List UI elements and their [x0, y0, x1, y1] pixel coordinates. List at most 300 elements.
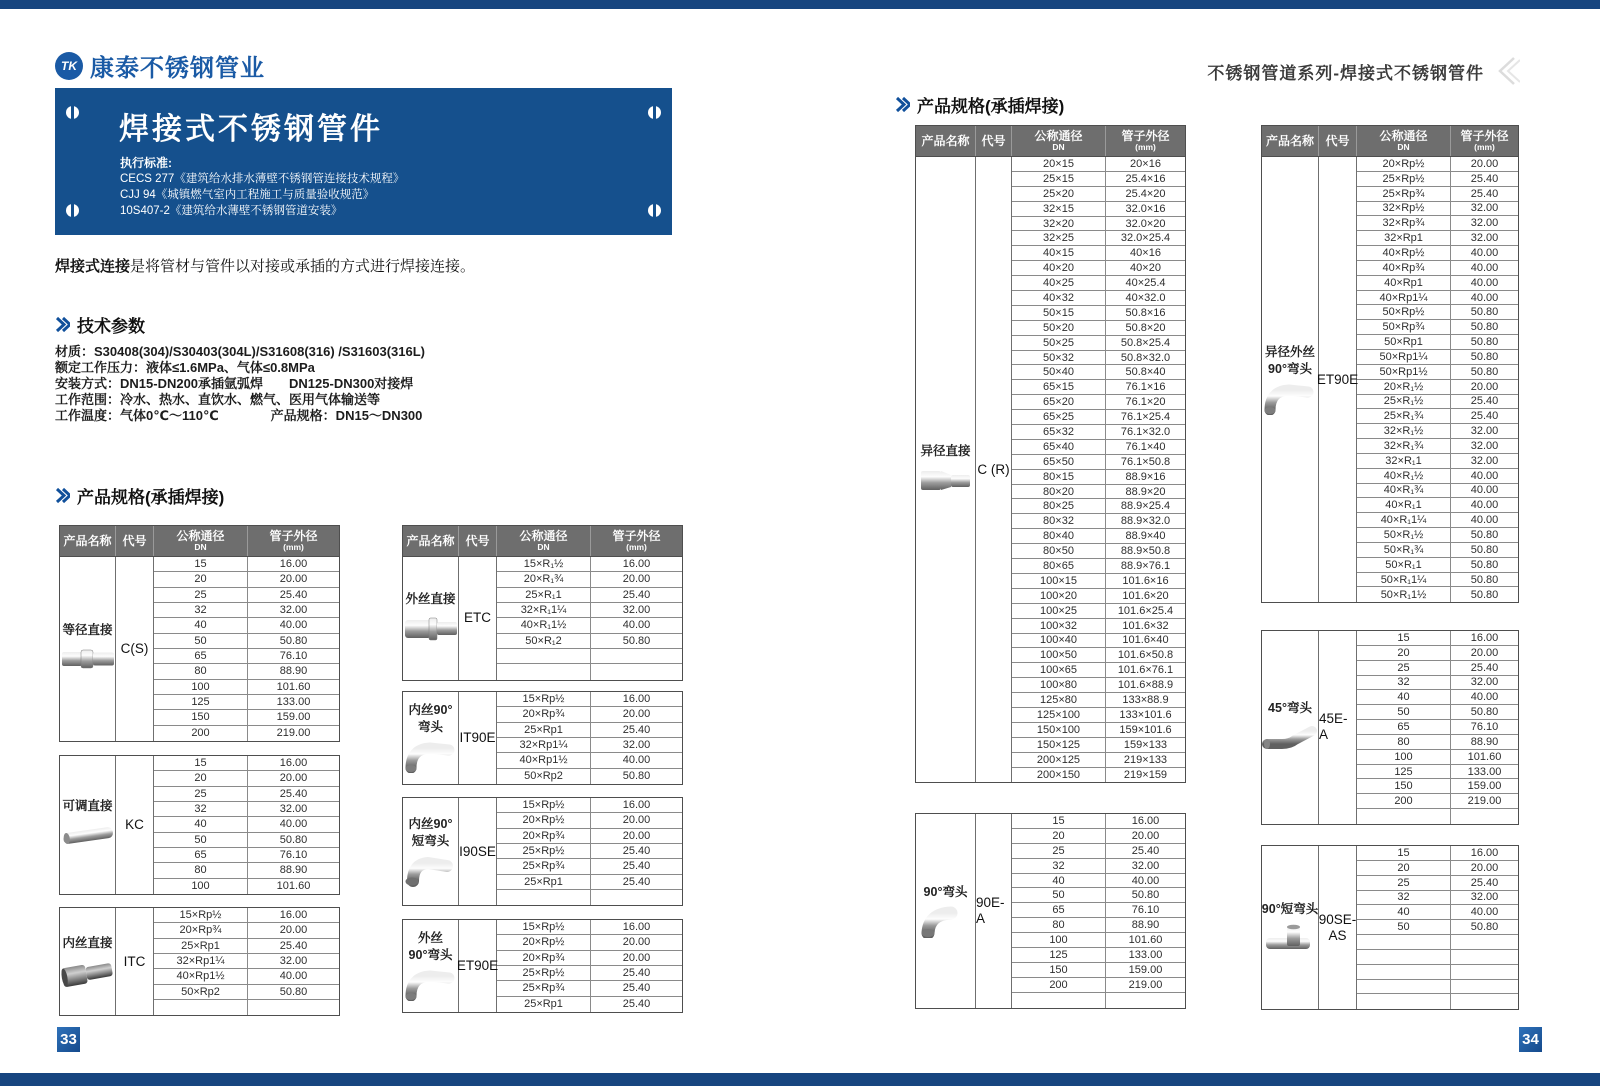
dn-cell: 20 [1357, 861, 1451, 875]
table-body [402, 797, 683, 906]
dn-cell: 80×50 [1012, 544, 1106, 558]
header-text: 公称通径 [1379, 129, 1428, 143]
od-cell: 16.00 [622, 558, 651, 571]
dn-cell: 40×20 [1012, 261, 1106, 275]
od-cell: 159.00 [1467, 780, 1502, 793]
dn-cell: 20×Rp¾ [154, 923, 248, 937]
dn-cell: 32×R₁½ [1357, 424, 1451, 438]
dn-cell: 80 [1012, 918, 1106, 932]
table-body [59, 907, 340, 1016]
col-header-dn [154, 526, 248, 556]
dn-cell: 25×Rp1 [154, 939, 248, 953]
table-row [1357, 513, 1518, 528]
table-body [59, 557, 340, 742]
brand-logo [55, 48, 265, 83]
dn-cell: 25×Rp¾ [1357, 187, 1451, 201]
table-row [1357, 261, 1518, 276]
col-header-code [1319, 126, 1357, 156]
header-text: 管子外径 [612, 529, 661, 543]
od-cell: 25.40 [1470, 410, 1499, 423]
od-cell: 25.40 [279, 588, 308, 601]
dn-cell: 40 [1357, 905, 1451, 919]
dn-cell: 50×Rp¾ [1357, 320, 1451, 334]
dn-cell: 15×Rp½ [154, 908, 248, 922]
product-code-line: ITC [123, 953, 146, 969]
table-body [402, 557, 683, 681]
od-cell: 101.6×20 [1122, 589, 1169, 602]
table-female-coupling [59, 907, 340, 1016]
table-row [1012, 514, 1185, 529]
table-row [154, 557, 339, 572]
table-row [1357, 231, 1518, 246]
table-row [1012, 261, 1185, 276]
dn-cell: 20×Rp½ [497, 813, 591, 827]
od-cell: 50.80 [1470, 336, 1499, 349]
dn-cell: 50×R₁1 [1357, 558, 1451, 572]
dn-cell: 50 [1357, 920, 1451, 934]
dn-cell: 25×Rp½ [497, 844, 591, 858]
od-cell: 76.10 [279, 650, 308, 663]
od-cell: 50.80 [1131, 889, 1160, 902]
od-cell: 159.00 [276, 711, 311, 724]
header-text: 管子外径 [269, 529, 318, 543]
etc-product-image [403, 611, 459, 645]
table-rows [497, 692, 682, 784]
dn-cell: 50×Rp2 [154, 985, 248, 999]
product-name-cell [403, 920, 459, 1012]
text-line: CECS 277《建筑给水排水薄壁不锈钢管连接技术规程》 [120, 173, 405, 185]
dn-cell: 25 [154, 787, 248, 801]
od-cell: 25.40 [1470, 187, 1499, 200]
od-cell: 50.80 [1470, 365, 1499, 378]
od-cell: 32.00 [622, 739, 651, 752]
table-rows [497, 920, 682, 1012]
table-row [497, 588, 682, 603]
dn-cell: 65 [154, 848, 248, 862]
table-row [1357, 335, 1518, 350]
od-cell: 40.00 [1470, 484, 1499, 497]
od-cell: 32.00 [279, 955, 308, 968]
table-female-90-elbow [402, 691, 683, 785]
table-row [1357, 705, 1518, 720]
od-cell: 50.80 [279, 634, 308, 647]
table-row [1012, 933, 1185, 948]
table-row [1012, 306, 1185, 321]
table-row [1357, 187, 1518, 202]
od-cell [1451, 950, 1518, 964]
od-cell: 32.00 [1470, 439, 1499, 452]
table-body [915, 157, 1186, 783]
table-body [402, 691, 683, 785]
od-cell: 101.6×25.4 [1117, 604, 1174, 617]
table-row [1357, 846, 1518, 861]
dn-cell: 100×80 [1012, 678, 1106, 692]
dn-cell: 100 [154, 879, 248, 894]
table-row [1012, 455, 1185, 470]
table-row [154, 710, 339, 725]
dn-cell: 40×Rp1½ [497, 753, 591, 767]
table-row [154, 939, 339, 954]
table-row [1012, 829, 1185, 844]
header-text: 公称通径 [519, 529, 568, 543]
intro-bold: 焊接式连接 [55, 258, 131, 275]
standards-label: 执行标准: [120, 156, 172, 170]
od-cell [1451, 994, 1518, 1009]
header-subtext: DN [1397, 142, 1410, 152]
text-line: 安装方式：DN15-DN200承插氩弧焊 DN125-DN300对接焊 [55, 376, 414, 391]
table-row [154, 649, 339, 664]
product-code [459, 798, 497, 905]
table-row [1357, 861, 1518, 876]
dn-cell: 25 [154, 588, 248, 602]
od-cell: 25.40 [1470, 395, 1499, 408]
od-cell: 76.1×20 [1125, 396, 1166, 409]
table-row [1012, 380, 1185, 395]
product-name-cell [60, 908, 116, 1015]
table-row [1357, 291, 1518, 306]
dn-cell: 50×15 [1012, 306, 1106, 320]
dn-cell: 32×R₁1 [1357, 454, 1451, 468]
table-row [1012, 589, 1185, 604]
table-row [154, 664, 339, 679]
shortelbow-product-image [403, 853, 459, 887]
product-name: 内丝90° [408, 817, 453, 832]
od-cell: 50.8×20 [1125, 321, 1166, 334]
product-code [116, 557, 154, 741]
table-row [1012, 351, 1185, 366]
od-cell: 88.9×76.1 [1120, 559, 1171, 572]
od-cell: 88.90 [279, 665, 308, 678]
od-cell: 101.6×88.9 [1117, 679, 1174, 692]
dn-cell: 25×Rp¾ [497, 981, 591, 995]
col-header-od [591, 526, 682, 556]
table-row [1357, 735, 1518, 750]
coupling-product-image [60, 642, 116, 676]
product-name-cell [60, 557, 116, 741]
table-row [1357, 558, 1518, 573]
dn-cell: 15 [154, 756, 248, 770]
dn-cell: 150×125 [1012, 738, 1106, 752]
product-code-line: 90E-A [976, 894, 1005, 926]
elbow90-product-image [918, 904, 974, 938]
dn-cell: 32×Rp1 [1357, 231, 1451, 245]
table-row [1357, 573, 1518, 588]
dn-cell: 100 [1012, 933, 1106, 947]
od-cell [1451, 809, 1518, 824]
dn-cell: 32 [1012, 859, 1106, 873]
dn-cell: 15×R₁½ [497, 557, 591, 571]
table-rows [1357, 846, 1518, 1009]
dn-cell: 40×Rp1½ [154, 969, 248, 983]
table-row [1012, 574, 1185, 589]
dn-cell: 25×Rp1 [497, 723, 591, 737]
dn-cell [497, 890, 591, 905]
od-cell: 40.00 [1470, 246, 1499, 259]
dn-cell: 65×50 [1012, 455, 1106, 469]
product-code [1319, 846, 1357, 1009]
table-rows [154, 756, 339, 894]
dn-cell: 80×32 [1012, 514, 1106, 528]
table-body [59, 755, 340, 895]
od-cell: 40×25.4 [1125, 277, 1166, 290]
product-code [116, 908, 154, 1015]
dn-cell [154, 1000, 248, 1015]
table-row [1012, 648, 1185, 663]
product-code-line: KC [125, 816, 144, 832]
product-name: 异径直接 [920, 443, 971, 458]
dn-cell: 50×Rp1½ [1357, 365, 1451, 379]
od-cell: 76.1×32.0 [1120, 425, 1171, 438]
dn-cell: 200×125 [1012, 753, 1106, 767]
dn-cell: 65×32 [1012, 425, 1106, 439]
dn-cell: 40×Rp1 [1357, 276, 1451, 290]
od-cell: 133×88.9 [1122, 694, 1169, 706]
elbow45-product-image [1262, 720, 1318, 754]
od-cell: 88.90 [279, 864, 308, 877]
dn-cell: 40×R₁½ [1357, 469, 1451, 483]
dn-cell: 80×15 [1012, 470, 1106, 484]
product-name: 45°弯头 [1268, 701, 1312, 716]
od-cell: 50.80 [1470, 588, 1499, 601]
header-text: 公称通径 [1034, 129, 1083, 143]
table-row [154, 817, 339, 832]
table-row [1012, 172, 1185, 187]
dn-cell: 100×25 [1012, 604, 1106, 618]
od-cell: 20.00 [622, 829, 651, 842]
dn-cell: 20×Rp½ [1357, 157, 1451, 171]
od-cell: 40.00 [622, 754, 651, 767]
dn-cell: 32×20 [1012, 217, 1106, 231]
table-row [1357, 876, 1518, 891]
table-row [154, 908, 339, 923]
table-row [1012, 499, 1185, 514]
dn-cell: 40×R₁1¼ [1357, 513, 1451, 527]
col-header-dn [1357, 126, 1451, 156]
od-cell: 101.60 [1128, 934, 1163, 947]
table-row [154, 802, 339, 817]
table-row [1357, 750, 1518, 765]
table-rows [1012, 814, 1185, 1008]
product-name: 90°短弯头 [1261, 901, 1319, 916]
dn-cell: 80 [154, 863, 248, 877]
od-cell: 50.80 [279, 833, 308, 846]
col-header-dn [1012, 126, 1106, 156]
dn-cell: 50×Rp1 [1357, 335, 1451, 349]
od-cell: 50.80 [1470, 921, 1499, 934]
od-cell: 32.00 [1470, 676, 1499, 689]
table-row [497, 920, 682, 935]
od-cell: 32.00 [1131, 859, 1160, 872]
od-cell: 40×20 [1130, 262, 1161, 275]
od-cell: 40.00 [1470, 469, 1499, 482]
dn-cell: 50×Rp2 [497, 769, 591, 784]
table-row [497, 753, 682, 768]
table-row [1012, 963, 1185, 978]
col-header-name [916, 126, 976, 156]
dn-cell: 125 [1357, 765, 1451, 779]
table-row [1012, 619, 1185, 634]
bottom-decor-band [0, 1073, 1600, 1086]
table-row [1012, 440, 1185, 455]
table-row [1357, 528, 1518, 543]
section-heading-tech [55, 312, 145, 337]
table-row [1357, 631, 1518, 646]
od-cell: 16.00 [1131, 814, 1160, 827]
dn-cell: 150×100 [1012, 723, 1106, 737]
header-text: 产品名称 [406, 533, 455, 548]
section-heading-text: 产品规格(承插焊接) [77, 488, 225, 507]
product-name: 等径直接 [62, 622, 113, 637]
dn-cell: 80×40 [1012, 529, 1106, 543]
od-cell: 133.00 [1467, 765, 1502, 778]
od-cell: 20.00 [622, 814, 651, 827]
table-row [497, 723, 682, 738]
product-code-line: C(S) [120, 640, 149, 656]
section-heading-text: 产品规格(承插焊接) [917, 97, 1065, 116]
table-male-90-elbow [402, 919, 683, 1013]
od-cell: 40.00 [1470, 276, 1499, 289]
dn-cell: 20×Rp¾ [497, 951, 591, 965]
table-row [154, 985, 339, 1000]
table-row [1012, 978, 1185, 993]
od-cell: 50.80 [1470, 543, 1499, 556]
product-code-line: AS [1328, 927, 1347, 943]
od-cell: 101.6×50.8 [1117, 649, 1174, 662]
table-row [1357, 157, 1518, 172]
table-equal-coupling [59, 525, 340, 742]
dn-cell: 40×32 [1012, 291, 1106, 305]
dn-cell: 125×80 [1012, 693, 1106, 707]
table-45-elbow [1261, 630, 1519, 825]
od-cell: 32.0×20 [1125, 217, 1166, 230]
dn-cell: 50×Rp½ [1357, 305, 1451, 319]
product-code-line: I90SE [459, 843, 496, 859]
table-row [1357, 276, 1518, 291]
od-cell: 40×32.0 [1125, 291, 1166, 304]
od-cell: 25.40 [1470, 876, 1499, 889]
table-row [1012, 202, 1185, 217]
table-row [1012, 768, 1185, 783]
col-header-name [60, 526, 116, 556]
od-cell: 76.1×16 [1125, 381, 1166, 394]
table-row [1357, 380, 1518, 395]
table-row [497, 572, 682, 587]
table-female-90-short-elbow [402, 797, 683, 906]
table-row [1357, 424, 1518, 439]
od-cell: 50.8×25.4 [1120, 336, 1171, 349]
product-name: 外丝直接 [405, 592, 456, 607]
table-row [1012, 157, 1185, 172]
dn-cell: 25×Rp½ [1357, 172, 1451, 186]
dn-cell: 100×32 [1012, 619, 1106, 633]
table-rows [154, 557, 339, 741]
dn-cell: 20 [154, 771, 248, 785]
dn-cell: 80 [1357, 735, 1451, 749]
product-name: 90°弯头 [408, 948, 453, 963]
header-text: 代号 [465, 533, 490, 548]
table-row [497, 769, 682, 784]
od-cell: 16.00 [1470, 631, 1499, 644]
dn-cell: 80×65 [1012, 559, 1106, 573]
dn-cell: 15×Rp½ [497, 920, 591, 934]
table-body [1261, 845, 1519, 1010]
od-cell: 20.00 [1470, 861, 1499, 874]
od-cell: 32.0×25.4 [1120, 232, 1171, 245]
od-cell: 88.9×20 [1125, 485, 1166, 498]
table-row [1012, 231, 1185, 246]
od-cell: 32.00 [1470, 217, 1499, 230]
table-row [1012, 559, 1185, 574]
od-cell: 40.00 [622, 619, 651, 632]
dn-cell: 15×Rp½ [497, 692, 591, 706]
dn-cell: 40×R₁1 [1357, 498, 1451, 512]
od-cell: 40.00 [1470, 291, 1499, 304]
header-text: 产品名称 [921, 133, 970, 148]
od-cell: 88.90 [1470, 735, 1499, 748]
table-90-short-elbow [1261, 845, 1519, 1010]
od-cell: 40.00 [1131, 874, 1160, 887]
dn-cell: 20×Rp¾ [497, 707, 591, 721]
table-row [154, 771, 339, 786]
table-row [1357, 498, 1518, 513]
od-cell: 40.00 [1470, 691, 1499, 704]
table-row [154, 923, 339, 938]
double-chevron-icon [895, 96, 910, 113]
table-header-row [1261, 125, 1519, 157]
header-subtext: (mm) [1135, 142, 1156, 152]
table-row [1357, 905, 1518, 920]
product-name: 90°弯头 [923, 884, 968, 899]
od-cell: 159×101.6 [1119, 723, 1172, 736]
header-text: 公称通径 [176, 529, 225, 543]
dn-cell: 20×R₁¾ [497, 572, 591, 586]
od-cell: 76.10 [1470, 720, 1499, 733]
dn-cell: 20×Rp½ [497, 935, 591, 949]
table-row [497, 557, 682, 572]
col-header-od [1451, 126, 1518, 156]
table-row [154, 726, 339, 741]
table-row [1357, 765, 1518, 780]
table-row [1012, 336, 1185, 351]
intro-text [55, 255, 475, 276]
table-row [1357, 439, 1518, 454]
od-cell: 50.80 [279, 985, 308, 998]
dn-cell: 32×25 [1012, 231, 1106, 245]
product-name: 内丝90° [408, 703, 453, 718]
table-row [1012, 874, 1185, 889]
table-reducing-coupling [915, 125, 1186, 783]
table-row [1012, 187, 1185, 202]
dn-cell: 20 [154, 572, 248, 586]
header-text: 管子外径 [1460, 129, 1509, 143]
dn-cell: 25 [1357, 876, 1451, 890]
dn-cell: 150 [154, 710, 248, 724]
od-cell: 25.40 [622, 860, 651, 873]
od-cell: 20.00 [1470, 646, 1499, 659]
table-row [154, 848, 339, 863]
table-row [1012, 708, 1185, 723]
dn-cell: 32 [1357, 891, 1451, 905]
page-number-right: 34 [1519, 1027, 1542, 1052]
dn-cell: 32×R₁1¼ [497, 603, 591, 617]
table-rows [1357, 157, 1518, 602]
od-cell: 50.8×32.0 [1120, 351, 1171, 364]
od-cell: 40.00 [1470, 261, 1499, 274]
dn-cell: 25 [1357, 661, 1451, 675]
table-row [154, 756, 339, 771]
product-code [976, 814, 1012, 1008]
coin-decor-icon [66, 204, 79, 217]
